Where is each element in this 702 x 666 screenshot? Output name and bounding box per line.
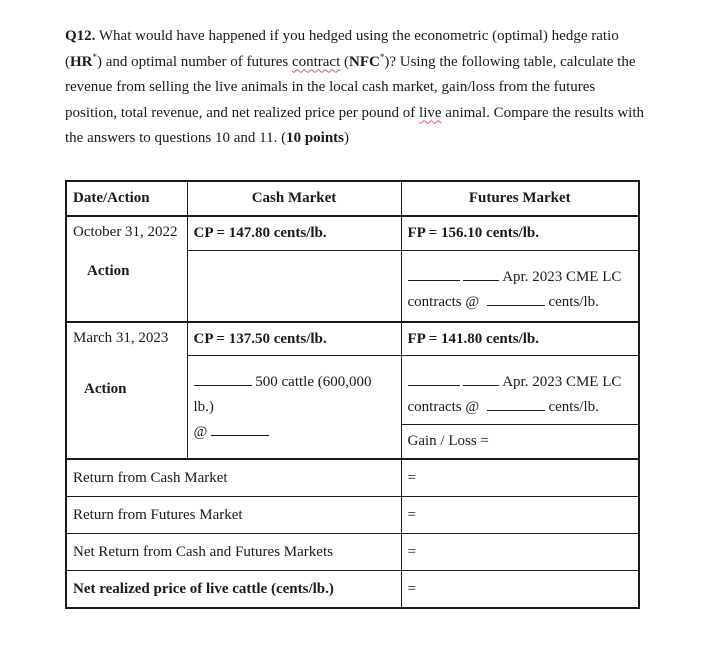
mar-futures-price: FP = 141.80 cents/lb. <box>401 322 639 356</box>
header-cash-market: Cash Market <box>187 181 401 216</box>
question-part: animal. Compare the results with the answers to questions 10 and 11. ( <box>65 104 645 146</box>
blank-line[interactable] <box>408 268 460 281</box>
mar-date: March 31, 2023 <box>73 330 169 346</box>
return-row <box>66 571 639 609</box>
question-text <box>65 24 645 152</box>
question-number: Q12. <box>65 28 96 44</box>
mar-cash-price: CP = 137.50 cents/lb. <box>187 322 401 356</box>
mar-date-cell <box>66 322 187 459</box>
points: 10 points <box>286 130 345 146</box>
oct-futures-price: FP = 156.10 cents/lb. <box>401 216 639 251</box>
mar-futures-action[interactable] <box>401 356 639 425</box>
return-row <box>66 459 639 497</box>
question-part: )? Using the following table, calculate the revenue from selling the live animals in the local cash market, gain/loss from the futures position, total revenue, and net realized price per pound of <box>65 53 636 121</box>
return-label: Net realized price of live cattle (cents/lb.) <box>66 571 401 609</box>
question-part: ) and optimal number of futures <box>97 53 292 70</box>
hedge-table <box>65 180 640 609</box>
blank-line[interactable] <box>463 373 499 386</box>
header-futures-market: Futures Market <box>401 181 639 216</box>
return-label: Net Return from Cash and Futures Markets <box>66 534 401 571</box>
futures-contract-month: Apr. 2023 CME LC <box>502 374 622 390</box>
cents-per-lb: cents/lb. <box>548 294 599 310</box>
blank-line[interactable] <box>211 423 269 436</box>
blank-line[interactable] <box>487 398 545 411</box>
hr-term: HR <box>70 53 93 70</box>
blank-line[interactable] <box>487 293 545 306</box>
question-part: ) <box>344 130 350 146</box>
nfc-superscript: * <box>379 51 385 62</box>
question-part: ( <box>340 53 350 70</box>
oct-cash-action[interactable] <box>187 251 401 323</box>
oct-futures-action[interactable] <box>401 251 639 323</box>
return-value[interactable]: = <box>401 534 639 571</box>
cattle-quantity: 500 cattle (600,000 lb.) <box>193 374 372 415</box>
futures-contract-month: Apr. 2023 CME LC <box>502 269 622 285</box>
live-word: live <box>419 104 442 121</box>
return-value[interactable]: = <box>401 459 639 497</box>
contract-word: contract <box>291 53 341 70</box>
at-sign: @ <box>193 424 208 440</box>
mar-cash-action[interactable] <box>187 356 401 460</box>
return-row <box>66 534 639 571</box>
cents-per-lb: cents/lb. <box>548 399 599 415</box>
mar-action-label: Action <box>84 381 127 397</box>
oct-action-label: Action <box>87 263 130 279</box>
return-value[interactable]: = <box>401 497 639 534</box>
oct-date: October 31, 2022 <box>73 224 178 240</box>
contracts-at: contracts @ <box>407 294 480 310</box>
hr-superscript: * <box>92 51 97 62</box>
nfc-term: NFC <box>349 53 380 70</box>
blank-line[interactable] <box>194 373 252 386</box>
return-label: Return from Futures Market <box>66 497 401 534</box>
gain-loss[interactable]: Gain / Loss = <box>401 425 639 460</box>
blank-line[interactable] <box>408 373 460 386</box>
contracts-at: contracts @ <box>407 399 480 415</box>
oct-date-cell <box>66 216 187 322</box>
return-label: Return from Cash Market <box>66 459 401 497</box>
return-value[interactable]: = <box>401 571 639 609</box>
header-date-action: Date/Action <box>66 181 187 216</box>
blank-line[interactable] <box>463 268 499 281</box>
return-row <box>66 497 639 534</box>
oct-cash-price: CP = 147.80 cents/lb. <box>187 216 401 251</box>
question-part: What would have happened if you hedged using the econometric (optimal) hedge ratio ( <box>65 28 619 70</box>
